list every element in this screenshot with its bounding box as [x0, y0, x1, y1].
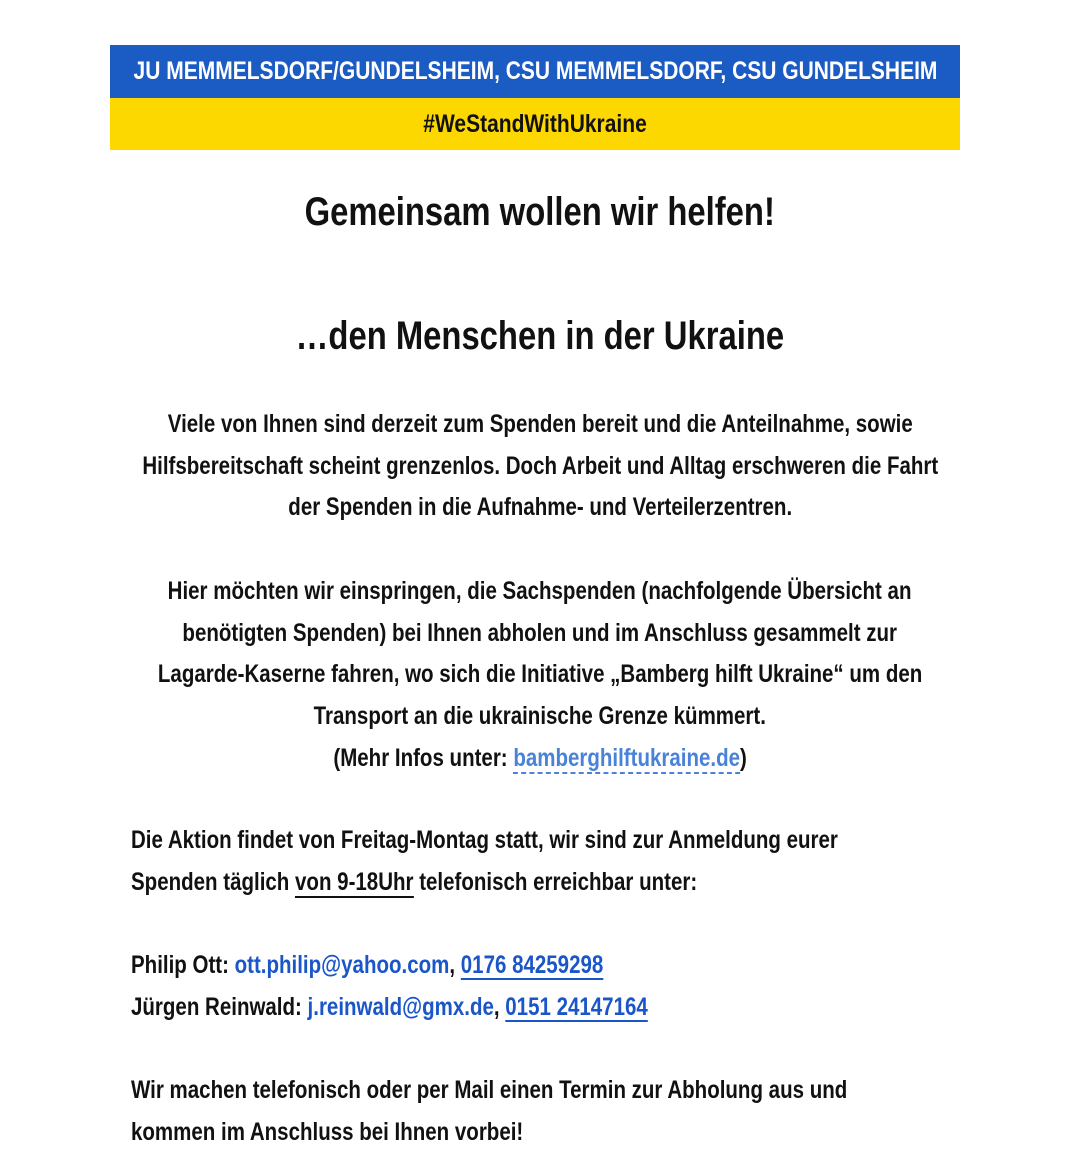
contact-row [131, 987, 761, 1029]
headline-sub [0, 314, 1080, 359]
contact-separator: , [449, 951, 461, 979]
plan-line: Hier möchten wir einspringen, die Sachspenden (nachfolgende Übersicht an [168, 577, 912, 605]
headline-main-text: Gemeinsam wollen wir helfen! [304, 190, 776, 234]
banner-organizations-text: JU MEMMELSDORF/GUNDELSHEIM, CSU MEMMELSDORF, CSU GUNDELSHEIM [133, 57, 937, 85]
more-info-prefix: (Mehr Infos unter: [333, 743, 514, 772]
headline-sub-text: …den Menschen in der Ukraine [295, 314, 785, 358]
closing-line: Wir machen telefonisch oder per Mail einen Termin zur Abholung aus und [131, 1076, 848, 1104]
contact-phone-link[interactable]: 0151 24147164 [505, 992, 648, 1021]
banner-hashtag-text: #WeStandWithUkraine [423, 109, 647, 138]
schedule-paragraph [131, 820, 993, 903]
headline-main [0, 190, 1080, 235]
closing-line: kommen im Anschluss bei Ihnen vorbei! [131, 1117, 524, 1146]
intro-line: der Spenden in die Aufnahme- und Verteilerzentren. [288, 493, 792, 522]
intro-paragraph [0, 404, 1080, 529]
contacts-list [131, 945, 761, 1028]
contact-email-link[interactable]: j.reinwald@gmx.de [307, 992, 494, 1021]
banner-organizations [110, 45, 960, 98]
contact-email-link[interactable]: ott.philip@yahoo.com [234, 951, 450, 979]
contact-entry [131, 945, 603, 987]
plan-line: Lagarde-Kaserne fahren, wo sich die Initiative „Bamberg hilft Ukraine“ um den [157, 660, 923, 689]
intro-line: Viele von Ihnen sind derzeit zum Spenden bereit und die Anteilnahme, sowie [167, 410, 913, 438]
schedule-hours: von 9-18Uhr [295, 867, 414, 896]
plan-line: Transport an die ukrainische Grenze kümmert. [313, 702, 767, 731]
contact-entry [131, 987, 648, 1029]
schedule-suffix: telefonisch erreichbar unter: [413, 867, 698, 896]
plan-paragraph [0, 571, 1080, 780]
more-info-suffix: ) [739, 743, 747, 772]
contact-name: Jürgen Reinwald: [131, 992, 308, 1021]
contact-row [131, 945, 761, 987]
contact-phone-link[interactable]: 0176 84259298 [460, 951, 604, 979]
intro-line: Hilfsbereitschaft scheint grenzenlos. Doch Arbeit und Alltag erschweren die Fahrt [142, 451, 938, 480]
closing-paragraph [131, 1070, 1005, 1153]
schedule-line: Die Aktion findet von Freitag-Montag statt, wir sind zur Anmeldung eurer [131, 826, 838, 854]
contact-name: Philip Ott: [131, 951, 235, 979]
schedule-prefix: Spenden täglich [131, 867, 296, 896]
ukraine-banner [110, 45, 960, 150]
plan-line: benötigten Spenden) bei Ihnen abholen und im Anschluss gesammelt zur [182, 618, 898, 647]
more-info-link[interactable]: bamberghilftukraine.de [513, 743, 740, 772]
contact-separator: , [493, 992, 506, 1021]
banner-hashtag [110, 98, 960, 150]
more-info-line [333, 738, 746, 780]
schedule-line [131, 862, 697, 904]
